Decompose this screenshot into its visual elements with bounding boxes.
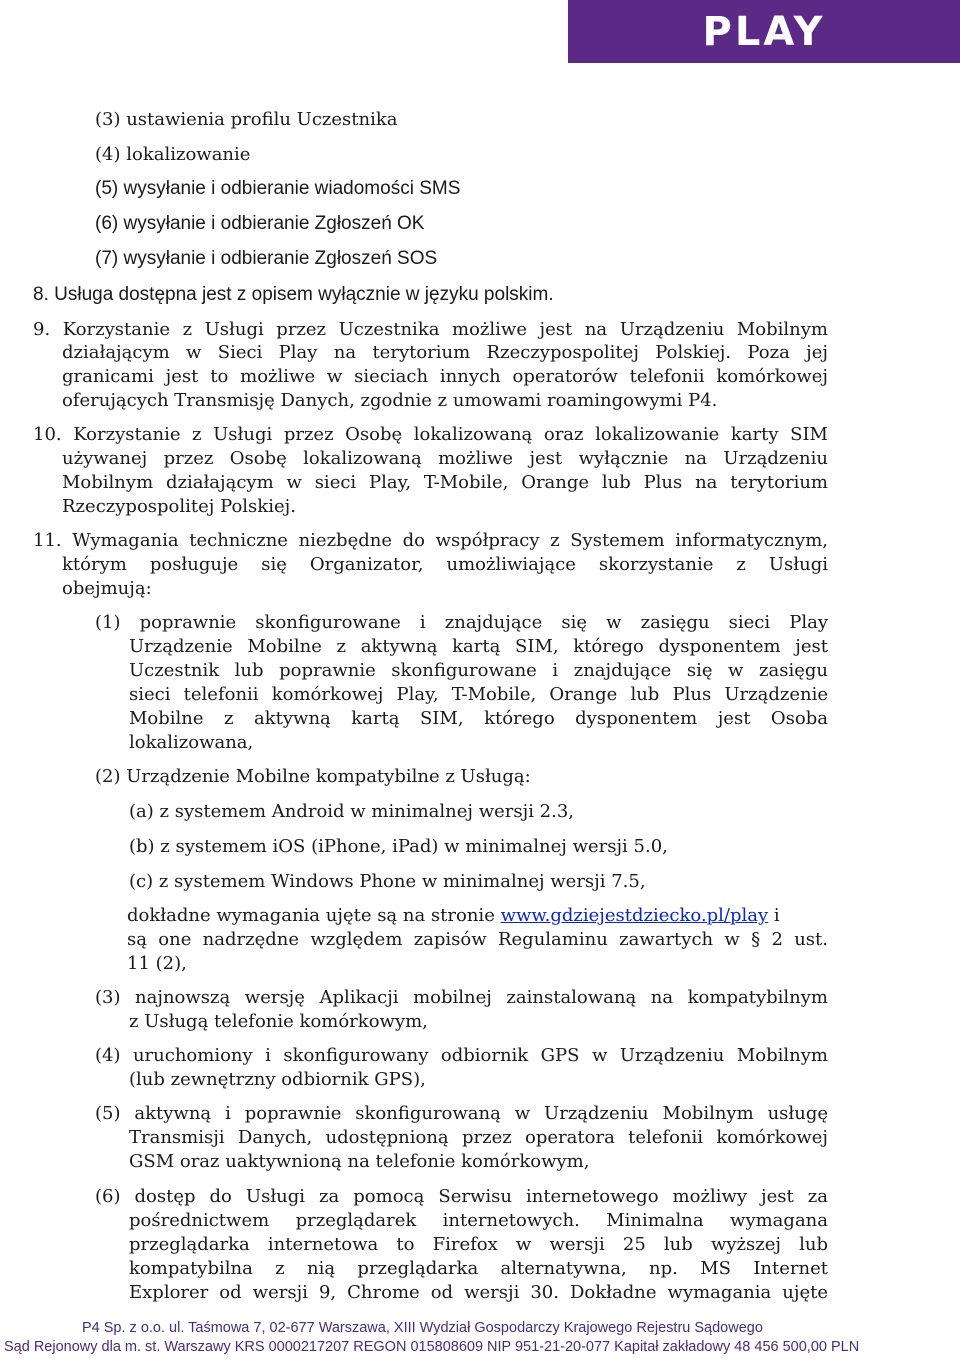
requirement-1: Mobilne z aktywną kartą SIM, którego dysponentem jest Osoba bbox=[129, 708, 828, 729]
requirement-2-note bbox=[127, 905, 780, 927]
requirement-2-note: są one nadrzędne względem zapisów Regulaminu zawartych w § 2 ust. bbox=[127, 929, 828, 950]
paragraph-9: oferujących Transmisję Danych, zgodnie z umowami roamingowymi P4. bbox=[62, 390, 718, 411]
footer-registry-info: Sąd Rejonowy dla m. st. Warszawy KRS 0000217207 REGON 015808609 NIP 951-21-20-077 Kapitał zakładowy 48 456 500,00 PLN bbox=[4, 1339, 860, 1355]
requirement-4: (lub zewnętrzny odbiornik GPS), bbox=[129, 1069, 426, 1090]
list-item: (6) wysyłanie i odbieranie Zgłoszeń OK bbox=[95, 213, 425, 234]
requirement-3: z Usługą telefonie komórkowym, bbox=[129, 1011, 428, 1032]
paragraph-9: 9. Korzystanie z Usługi przez Uczestnika możliwe jest na Urządzeniu Mobilnym bbox=[33, 319, 828, 340]
requirement-6: Explorer od wersji 9, Chrome od wersji 30. Dokładne wymagania ujęte bbox=[129, 1282, 828, 1303]
requirement-6: pośrednictwem przeglądarek internetowych. Minimalna wymagana bbox=[129, 1210, 828, 1231]
requirement-5: Transmisji Danych, udostępnioną przez operatora telefonii komórkowej bbox=[129, 1127, 828, 1148]
list-item: (5) wysyłanie i odbieranie wiadomości SMS bbox=[95, 178, 461, 199]
requirement-6: kompatybilna z nią przeglądarka alternatywna, np. MS Internet bbox=[129, 1258, 828, 1279]
requirement-1: Urządzenie Mobilne z aktywną kartą SIM, którego dysponentem jest bbox=[129, 636, 828, 657]
paragraph-10: 10. Korzystanie z Usługi przez Osobę lokalizowaną oraz lokalizowanie karty SIM bbox=[33, 424, 828, 445]
requirement-2: (2) Urządzenie Mobilne kompatybilne z Usługą: bbox=[95, 766, 531, 787]
requirement-6: przeglądarka internetowa to Firefox w wersji 25 lub wyższej lub bbox=[129, 1234, 828, 1255]
paragraph-8: 8. Usługa dostępna jest z opisem wyłącznie w języku polskim. bbox=[33, 284, 554, 305]
paragraph-11: obejmują: bbox=[62, 578, 152, 599]
paragraph-10: Mobilnym działającym w sieci Play, T-Mobile, Orange lub Plus na terytorium bbox=[62, 472, 828, 493]
paragraph-10: Rzeczypospolitej Polskiej. bbox=[62, 496, 296, 517]
requirement-2-note: 11 (2), bbox=[127, 953, 187, 974]
footer-company-info: P4 Sp. z o.o. ul. Taśmowa 7, 02-677 Warszawa, XIII Wydział Gospodarczy Krajowego Rejestru Sądowego bbox=[82, 1320, 763, 1336]
list-item: (4) lokalizowanie bbox=[95, 144, 251, 165]
paragraph-10: używanej przez Osobę lokalizowaną możliwe jest wyłącznie na Urządzeniu bbox=[62, 448, 828, 469]
note-text: dokładne wymagania ujęte są na stronie bbox=[127, 905, 501, 926]
paragraph-11: 11. Wymagania techniczne niezbędne do współpracy z Systemem informatycznym, bbox=[33, 530, 828, 551]
requirement-5: (5) aktywną i poprawnie skonfigurowaną w Urządzeniu Mobilnym usługę bbox=[95, 1103, 828, 1124]
list-item: (3) ustawienia profilu Uczestnika bbox=[95, 109, 398, 130]
requirement-1: sieci telefonii komórkowej Play, T-Mobile, Orange lub Plus Urządzenie bbox=[129, 684, 828, 705]
requirement-4: (4) uruchomiony i skonfigurowany odbiornik GPS w Urządzeniu Mobilnym bbox=[95, 1045, 828, 1066]
requirement-2c: (c) z systemem Windows Phone w minimalnej wersji 7.5, bbox=[129, 871, 646, 892]
play-logo: PLAY bbox=[568, 0, 960, 63]
paragraph-9: granicami jest to możliwe w sieciach innych operatorów telefonii komórkowej bbox=[62, 366, 828, 387]
gdziejestdziecko-link[interactable]: www.gdziejestdziecko.pl/play bbox=[500, 905, 769, 926]
requirement-3: (3) najnowszą wersję Aplikacji mobilnej zainstalowaną na kompatybilnym bbox=[95, 987, 828, 1008]
requirement-1: lokalizowana, bbox=[129, 732, 254, 753]
paragraph-9: działającym w Sieci Play na terytorium Rzeczypospolitej Polskiej. Poza jej bbox=[62, 342, 828, 363]
requirement-1: (1) poprawnie skonfigurowane i znajdujące się w zasięgu sieci Play bbox=[95, 612, 828, 633]
list-item: (7) wysyłanie i odbieranie Zgłoszeń SOS bbox=[95, 248, 438, 269]
requirement-6: (6) dostęp do Usługi za pomocą Serwisu internetowego możliwy jest za bbox=[95, 1186, 828, 1207]
requirement-2b: (b) z systemem iOS (iPhone, iPad) w minimalnej wersji 5.0, bbox=[129, 836, 668, 857]
requirement-2a: (a) z systemem Android w minimalnej wersji 2.3, bbox=[129, 801, 575, 822]
paragraph-11: którym posługuje się Organizator, umożliwiające skorzystanie z Usługi bbox=[62, 554, 828, 575]
requirement-5: GSM oraz uaktywnioną na telefonie komórkowym, bbox=[129, 1151, 590, 1172]
note-text: i bbox=[768, 905, 780, 926]
requirement-1: Uczestnik lub poprawnie skonfigurowane i znajdujące się w zasięgu bbox=[129, 660, 828, 681]
